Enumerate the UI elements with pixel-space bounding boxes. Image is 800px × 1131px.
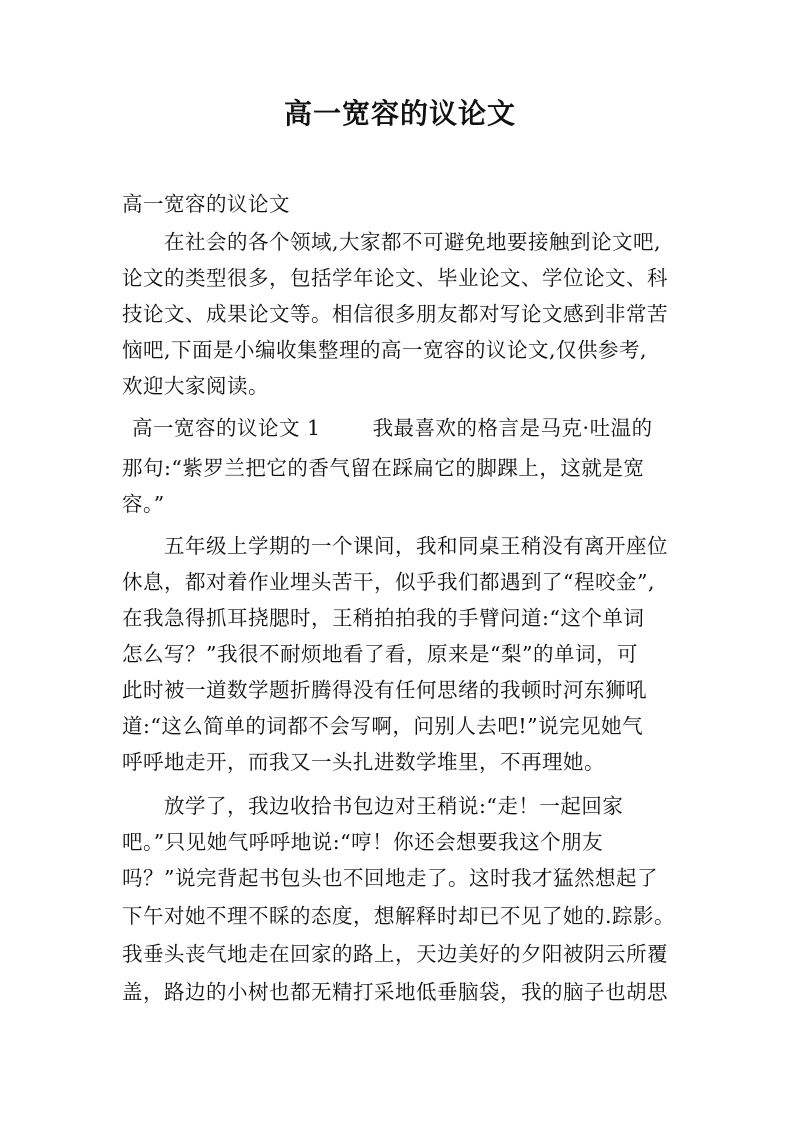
paragraph-line: 吧。”只见她气呼呼地说:“哼！你还会想要我这个朋友 — [122, 830, 604, 854]
paragraph-line: 放学了，我边收拾书包边对王稍说:“走！一起回家 — [164, 794, 624, 818]
paragraph-line: 在我急得抓耳挠腮时，王稍拍拍我的手臂问道:“这个单词 — [122, 606, 645, 630]
paragraph-line: 下午对她不理不睬的态度，想解释时却已不见了她的.踪影。 — [122, 904, 676, 928]
paragraph-line: 道:“这么简单的词都不会写啊，问别人去吧!”说完见她气 — [122, 714, 644, 738]
paragraph-line: 呼呼地走开，而我又一头扎进数学堆里，不再理她。 — [122, 750, 605, 774]
paragraph-line: 欢迎大家阅读。 — [122, 374, 269, 398]
paragraph-line: 容。” — [122, 492, 165, 516]
paragraph-line: 恼吧,下面是小编收集整理的高一宽容的议论文,仅供参考, — [122, 338, 648, 362]
paragraph-line: 我最喜欢的格言是马克·吐温的 — [372, 416, 653, 440]
paragraph-line: 盖，路边的小树也都无精打采地低垂脑袋，我的脑子也胡思 — [122, 980, 668, 1004]
paragraph-line: 此时被一道数学题折腾得没有任何思绪的我顿时河东狮吼 — [122, 678, 647, 702]
paragraph-line: 怎么写？”我很不耐烦地看了看，原来是“梨”的单词，可 — [122, 642, 638, 666]
paragraph-line: 在社会的各个领域,大家都不可避免地要接触到论文吧, — [164, 230, 662, 254]
paragraph-line: 五年级上学期的一个课间，我和同桌王稍没有离开座位 — [164, 534, 668, 558]
paragraph-line: 吗？”说完背起书包头也不回地走了。这时我才猛然想起了 — [122, 866, 658, 890]
essay-subtitle: 高一宽容的议论文 — [122, 192, 290, 216]
paragraph-line: 休息，都对着作业埋头苦干，似乎我们都遇到了“程咬金”, — [122, 570, 655, 594]
section-heading-line — [132, 412, 682, 444]
section-heading: 高一宽容的议论文 1 — [132, 416, 321, 440]
paragraph-line: 那句:“紫罗兰把它的香气留在踩扁它的脚踝上，这就是宽 — [122, 456, 645, 480]
paragraph-line: 技论文、成果论文等。相信很多朋友都对写论文感到非常苦 — [122, 302, 668, 326]
paragraph-line: 论文的类型很多，包括学年论文、毕业论文、学位论文、科 — [122, 266, 668, 290]
document-title: 高一宽容的议论文 — [283, 97, 516, 130]
paragraph-line: 我垂头丧气地走在回家的路上，天边美好的夕阳被阴云所覆 — [122, 942, 668, 966]
